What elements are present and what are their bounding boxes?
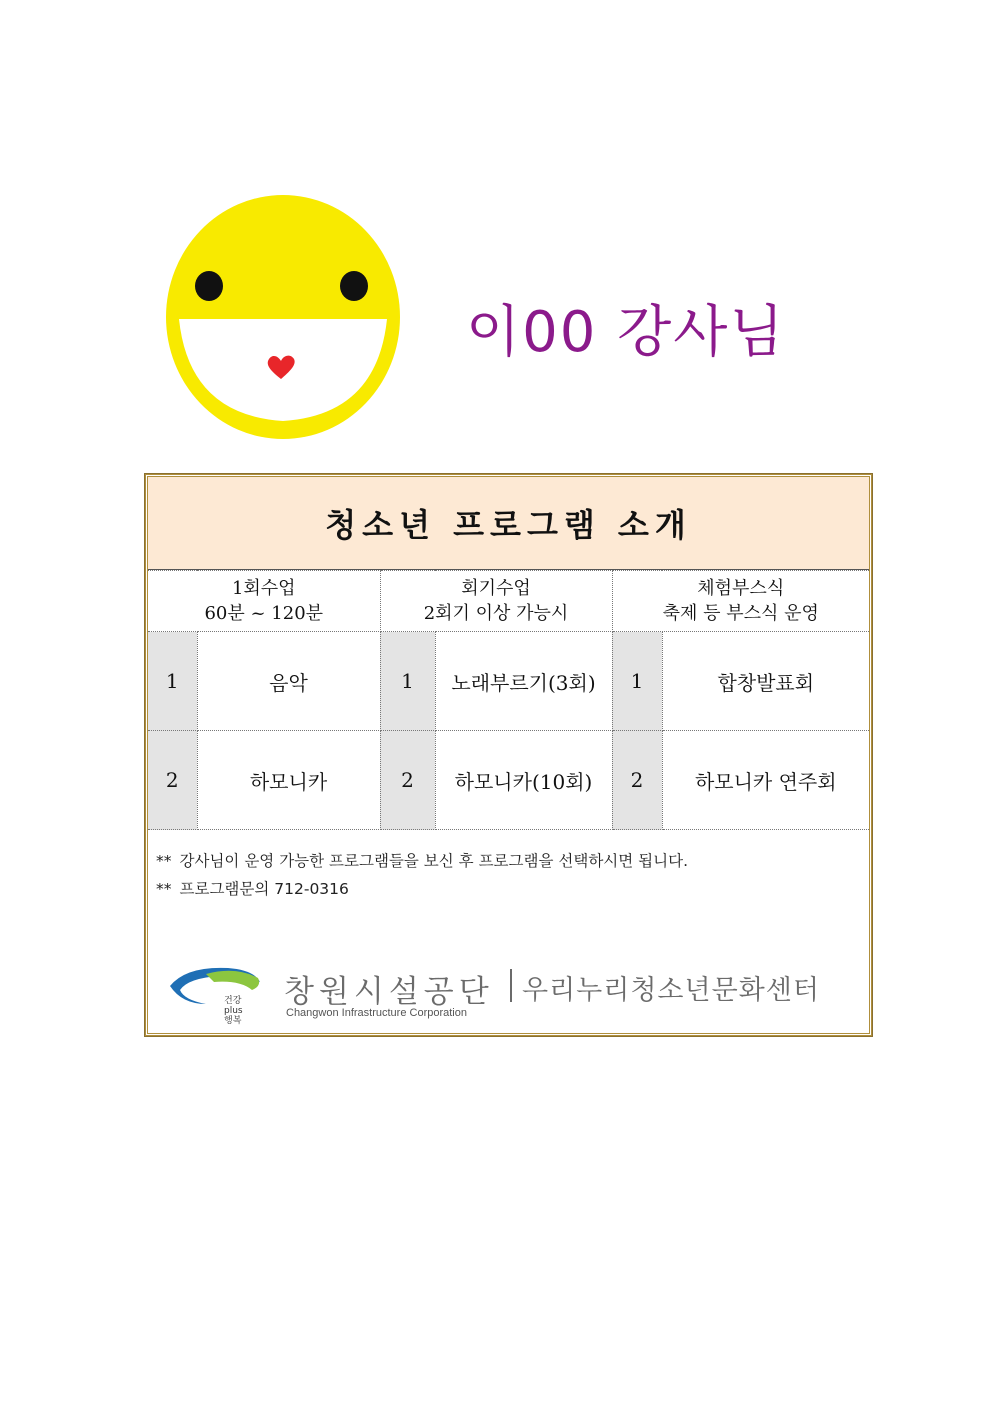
program-item: 하모니카 xyxy=(197,731,380,830)
row-number: 2 xyxy=(612,731,662,830)
note-line xyxy=(156,875,688,903)
note-text: 강사님이 운영 가능한 프로그램들을 보신 후 프로그램을 선택하시면 됩니다. xyxy=(179,852,689,870)
program-item: 하모니카 연주회 xyxy=(662,731,869,830)
smiley-face-illustration xyxy=(163,193,403,441)
logo-slogan: 건강 plus 행복 xyxy=(224,996,243,1026)
column-header-title: 체험부스식 xyxy=(697,578,785,599)
notes xyxy=(156,847,688,903)
column-header xyxy=(148,571,380,632)
program-item: 하모니카(10회) xyxy=(435,731,612,830)
table-header-row xyxy=(148,571,869,632)
program-item: 노래부르기(3회) xyxy=(435,632,612,731)
panel-title: 청소년 프로그램 소개 xyxy=(148,477,869,570)
row-number: 1 xyxy=(148,632,197,731)
column-header xyxy=(380,571,612,632)
column-header-title: 1회수업 xyxy=(231,578,296,599)
logo-organization-name: 창원시설공단 xyxy=(284,974,494,1010)
note-marker: ** xyxy=(156,852,172,870)
column-header-title: 회기수업 xyxy=(461,578,531,599)
table-row xyxy=(148,731,869,830)
program-item: 합창발표회 xyxy=(662,632,869,731)
row-number: 1 xyxy=(612,632,662,731)
program-table xyxy=(148,570,869,830)
column-header-subtitle: 2회기 이상 가능시 xyxy=(423,603,569,624)
program-item: 음악 xyxy=(197,632,380,731)
logo-center-name: 우리누리청소년문화센터 xyxy=(522,975,820,1006)
column-header-subtitle: 60분 ~ 120분 xyxy=(204,603,324,624)
program-panel xyxy=(145,474,872,1036)
row-number: 2 xyxy=(380,731,435,830)
column-header-subtitle: 축제 등 부스식 운영 xyxy=(662,603,819,624)
note-marker: ** xyxy=(156,880,172,898)
logo-separator xyxy=(510,969,512,1002)
row-number: 1 xyxy=(380,632,435,731)
teacher-name: 이00 강사님 xyxy=(466,300,786,365)
logo-organization-english: Changwon Infrastructure Corporation xyxy=(286,1007,467,1019)
organization-logo xyxy=(166,960,866,1030)
note-line xyxy=(156,847,688,875)
row-number: 2 xyxy=(148,731,197,830)
note-text: 프로그램문의 712-0316 xyxy=(179,880,349,898)
table-row xyxy=(148,632,869,731)
column-header xyxy=(612,571,869,632)
